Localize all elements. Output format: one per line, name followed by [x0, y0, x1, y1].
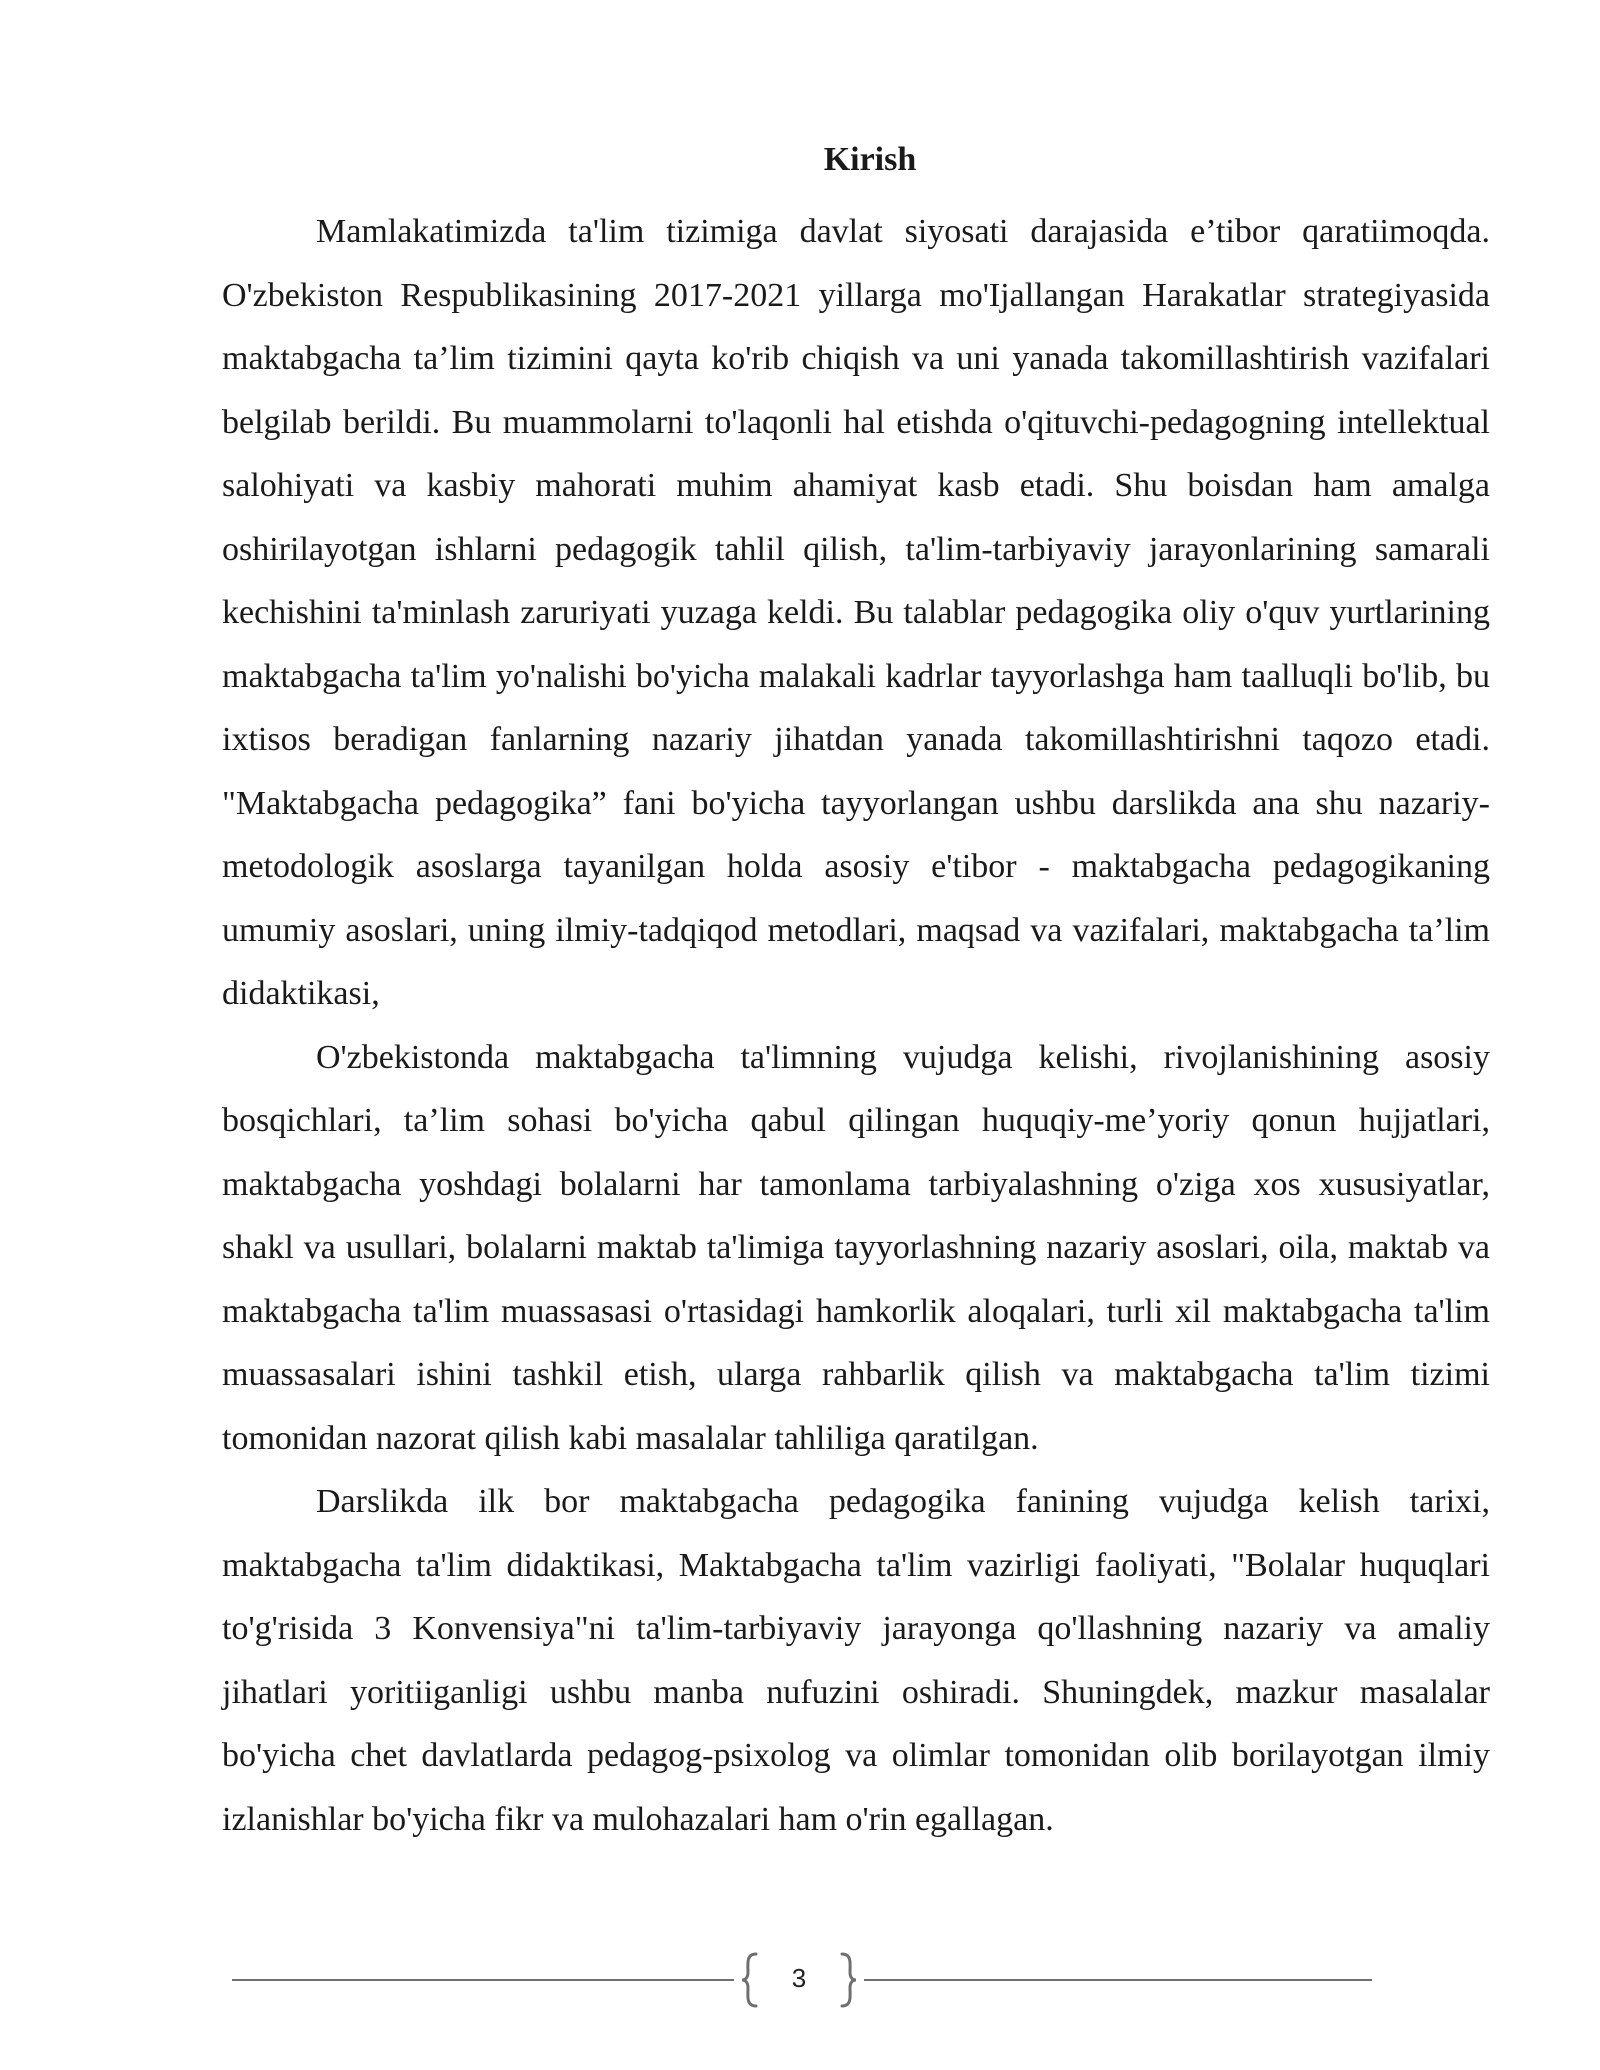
page-footer [232, 1950, 1372, 2010]
paragraph-1: Mamlakatimizda ta'lim tizimiga davlat siyosati darajasida e’tibor qaratiimoqda. O'zbekiston Respublikasining 2017-2021 yillarga mo'Ijallangan Harakatlar strategiyasida maktabgacha ta’lim tizimini qayta ko'rib chiqish va uni yanada takomillashtirish vazifalari belgilab berildi. Bu muammolarni to'laqonli hal etishda o'qituvchi-pedagogning intellektual salohiyati va kasbiy mahorati muhim ahamiyat kasb etadi. Shu boisdan ham amalga oshirilayotgan ishlarni pedagogik tahlil qilish, ta'lim-tarbiyaviy jarayonlarining samarali kechishini ta'minlash zaruriyati yuzaga keldi. Bu talablar pedagogika oliy o'quv yurtlarining maktabgacha ta'lim yo'nalishi bo'yicha malakali kadrlar tayyorlashga ham taalluqli bo'lib, bu ixtisos beradigan fanlarning nazariy jihatdan yanada takomillashtirishni taqozo etadi. "Maktabgacha pedagogika” fani bo'yicha tayyorlangan ushbu darslikda ana shu nazariy-metodologik asoslarga tayanilgan holda asosiy e'tibor - maktabgacha pedagogikaning umumiy asoslari, uning ilmiy-tadqiqod metodlari, maqsad va vazifalari, maktabgacha ta’lim didaktikasi, [222, 213, 1490, 1012]
page-number: 3 [791, 1963, 807, 1993]
right-brace-icon [834, 1950, 862, 2010]
paragraph-3: Darslikda ilk bor maktabgacha pedagogika fanining vujudga kelish tarixi, maktabgacha ta'lim didaktikasi, Maktabgacha ta'lim vazirligi faoliyati, "Bolalar huquqlari to'g'risida 3 Konvensiya"ni ta'lim-tarbiyaviy jarayonga qo'llashning nazariy va amaliy jihatlari yoritiiganligi ushbu manba nufuzini oshiradi. Shuningdek, mazkur masalalar bo'yicha chet davlatlarda pedagog-psixolog va olimlar tomonidan olib borilayotgan ilmiy izlanishlar bo'yicha fikr va mulohazalari ham o'rin egallagan. [222, 1483, 1490, 1838]
footer-rule-left [232, 1979, 734, 1981]
footer-rule-right [864, 1979, 1372, 1981]
paragraph-2: O'zbekistonda maktabgacha ta'limning vujudga kelishi, rivojlanishining asosiy bosqichlari, ta’lim sohasi bo'yicha qabul qilingan huquqiy-me’yoriy qonun hujjatlari, maktabgacha yoshdagi bolalarni har tamonlama tarbiyalashning o'ziga xos xususiyatlar, shakl va usullari, bolalarni maktab ta'limiga tayyorlashning nazariy asoslari, oila, maktab va maktabgacha ta'lim muassasasi o'rtasidagi hamkorlik aloqalari, turli xil maktabgacha ta'lim muassasalari ishini tashkil etish, ularga rahbarlik qilish va maktabgacha ta'lim tizimi tomonidan nazorat qilish kabi masalalar tahliliga qaratilgan. [222, 1038, 1490, 1457]
document-page [222, 140, 1490, 1851]
left-brace-icon [736, 1950, 764, 2010]
page-title: Kirish [823, 141, 917, 178]
